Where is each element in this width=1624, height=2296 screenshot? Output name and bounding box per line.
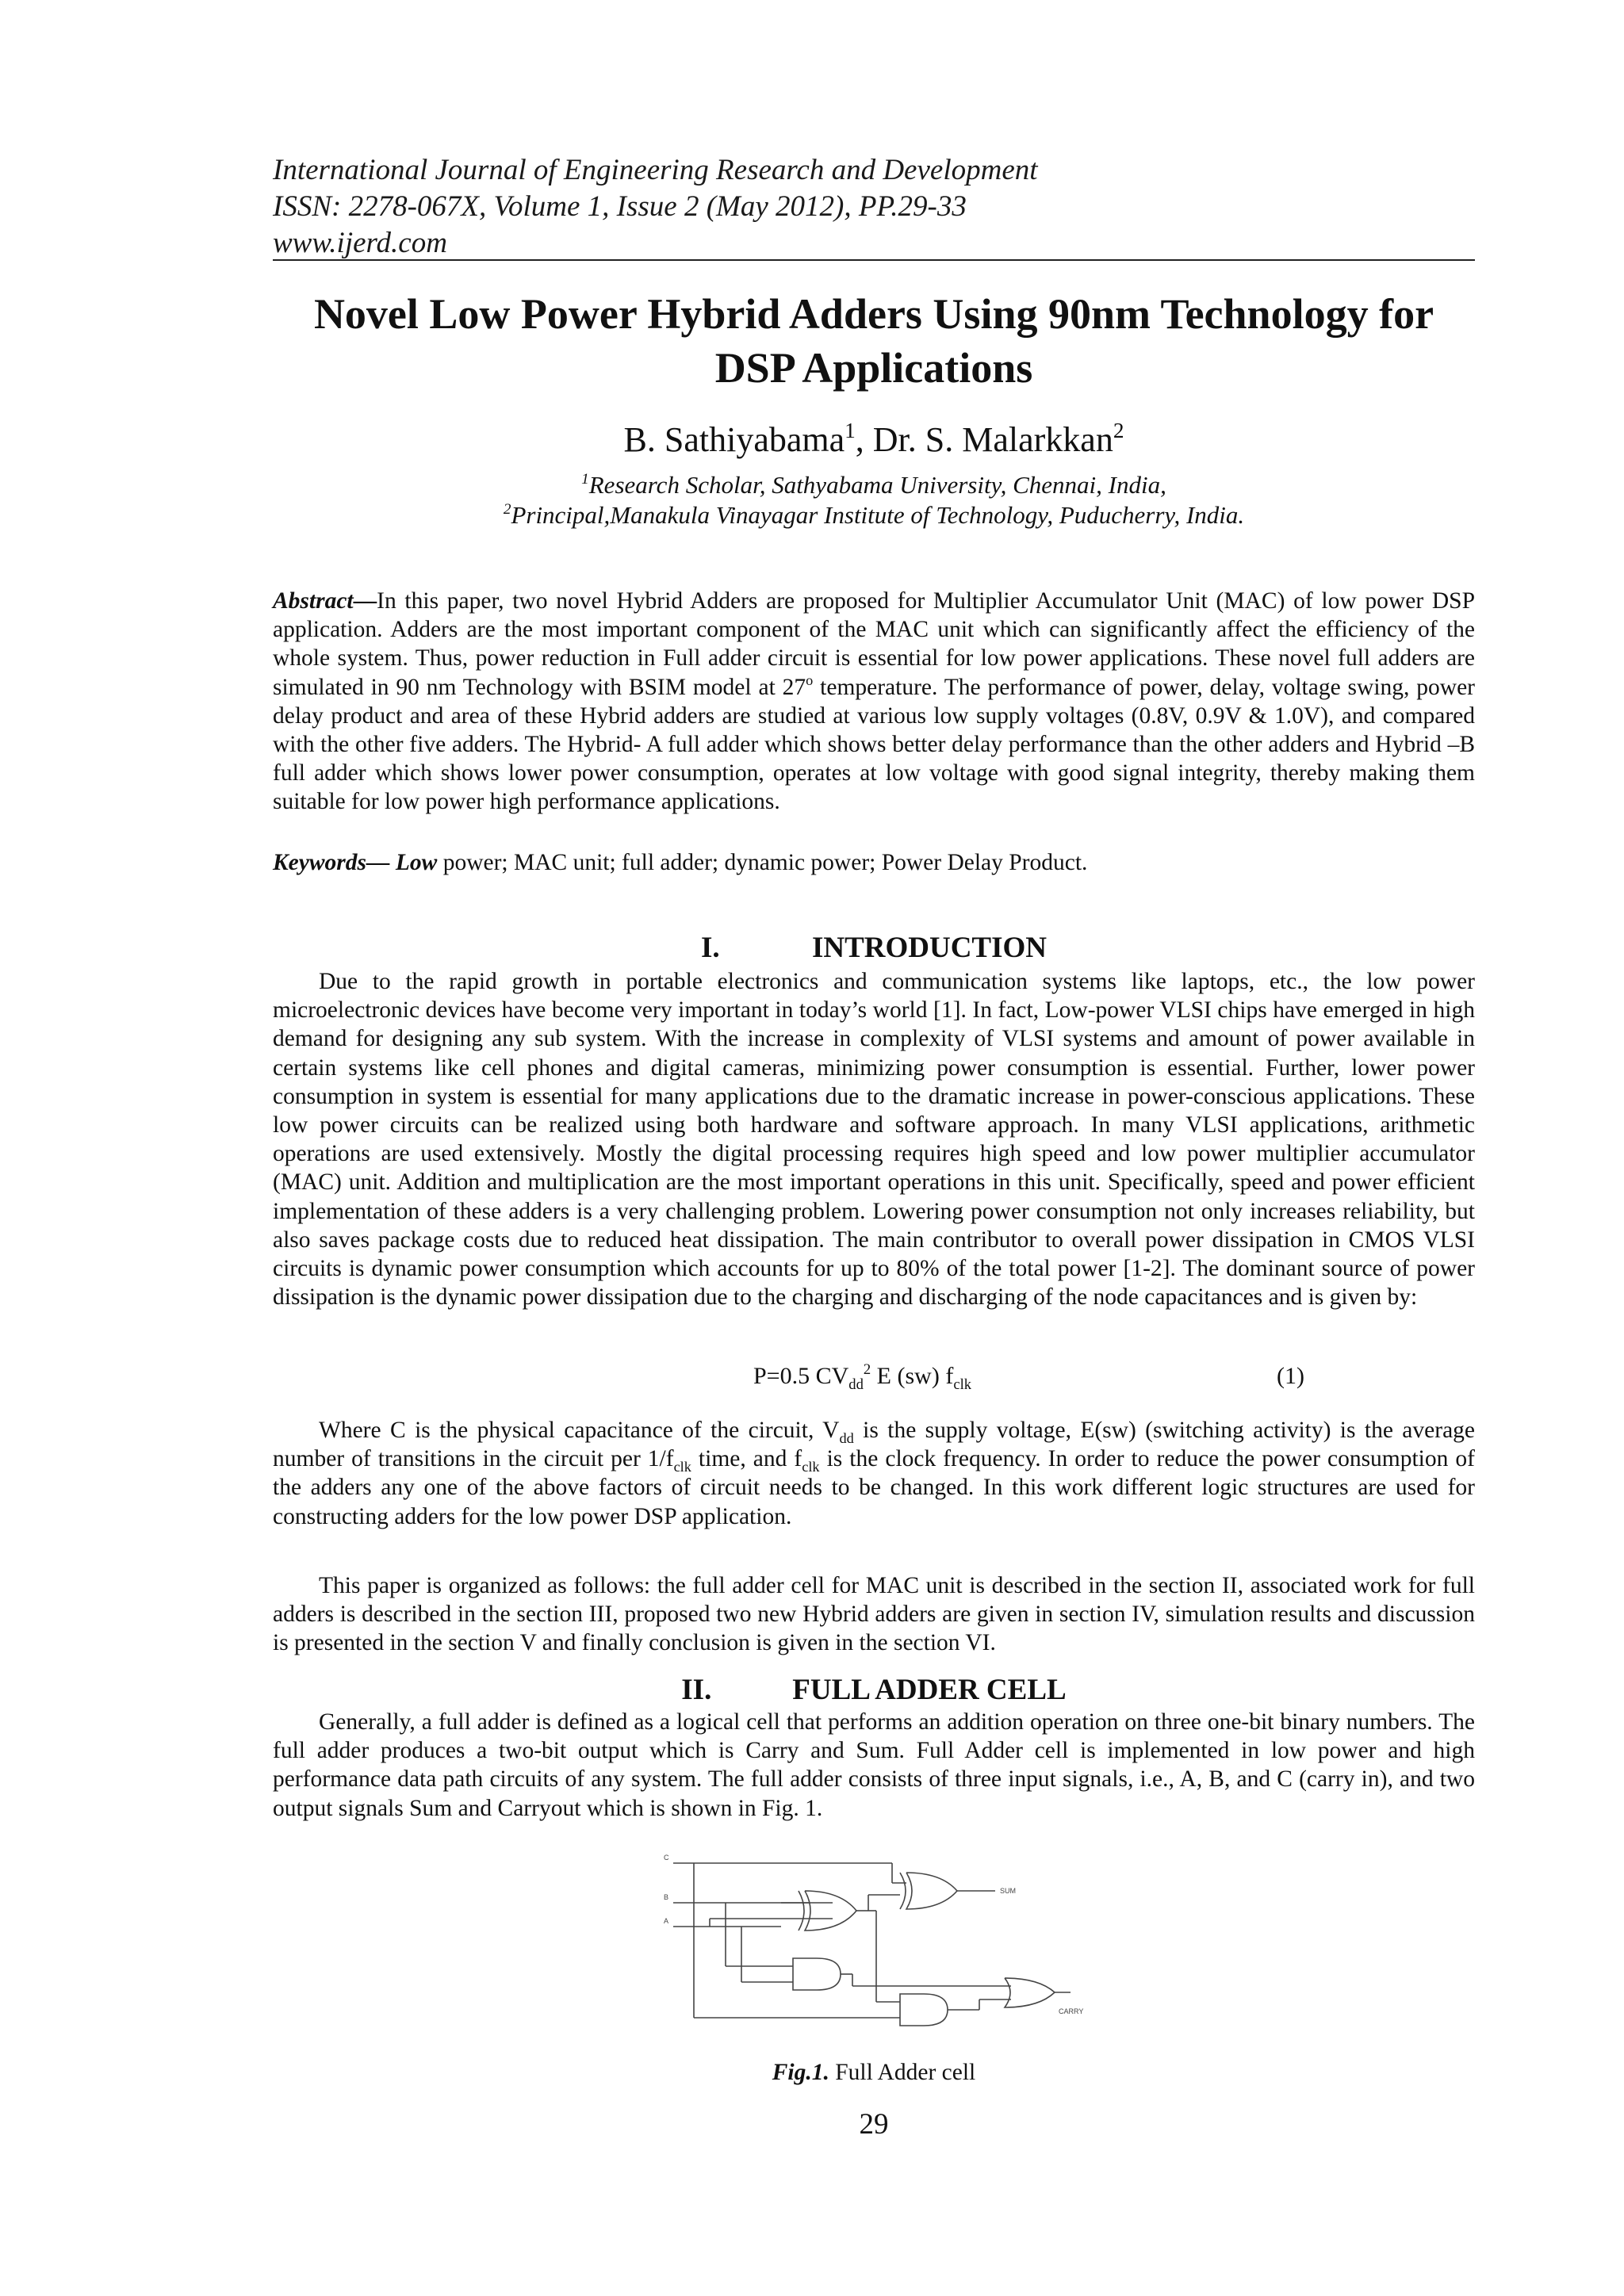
abstract-dash: — xyxy=(353,588,377,614)
label-c: C xyxy=(664,1854,669,1862)
authors xyxy=(273,419,1475,461)
full-adder-circuit-diagram xyxy=(662,1847,1130,2045)
p2-sub-clk-2: clk xyxy=(802,1459,820,1475)
affiliation-2 xyxy=(273,499,1475,531)
equation-lhs: P=0.5 CV xyxy=(753,1363,849,1389)
p2-text-1: Where C is the physical capacitance of the circuit, V xyxy=(319,1418,840,1443)
title-line-1: Novel Low Power Hybrid Adders Using 90nm Technology for xyxy=(313,290,1434,338)
abstract xyxy=(273,587,1475,817)
affiliation-1 xyxy=(273,469,1475,501)
journal-name: International Journal of Engineering Research and Development xyxy=(273,154,1038,186)
equation-sub-dd: dd xyxy=(848,1376,864,1393)
author-1-affiliation-mark: 1 xyxy=(845,418,856,442)
author-2-affiliation-mark: 2 xyxy=(1113,418,1124,442)
intro-paragraph-2 xyxy=(273,1416,1475,1531)
keywords-text: power; MAC unit; full adder; dynamic power; Power Delay Product. xyxy=(437,850,1088,875)
figure-caption xyxy=(273,2058,1475,2087)
section-1-heading xyxy=(273,931,1475,966)
paper-title xyxy=(273,287,1475,395)
intro-paragraph-3: This paper is organized as follows: the full adder cell for MAC unit is described in the section II, associated work for full adders is described in the section III, proposed two new Hybrid adders are given in section IV, simulation results and discussion is presented in the section V and finally conclusion is given in the section VI. xyxy=(273,1573,1475,1656)
or-gate xyxy=(1005,1978,1055,2007)
section-2-heading xyxy=(273,1673,1475,1708)
xor-gate-1 xyxy=(799,1891,856,1931)
equation-sup-2: 2 xyxy=(863,1361,871,1379)
p2-text-3: time, and f xyxy=(691,1446,802,1472)
full-adder-paragraph: Generally, a full adder is defined as a logical cell that performs an addition operation on three one-bit binary numbers. The full adder produces a two-bit output which is Carry and Sum. Full Adder cell is implemented in low power and high performance data path circuits of any system. The full adder consists of three input signals, i.e., A, B, and C (carry in), and two output signals Sum and Carryout which is shown in Fig. 1. xyxy=(273,1709,1475,1821)
p2-sub-clk-1: clk xyxy=(673,1459,691,1475)
p2-text-2: is the supply voltage, E(sw) (switching activity) is the average number of transitions in the circuit per 1/f xyxy=(273,1418,1475,1472)
and-gate-1 xyxy=(793,1958,841,1990)
label-carry: CARRY xyxy=(1059,2007,1084,2015)
p2-text-4: is the clock frequency. In order to reduce the power consumption of the adders any one of the above factors of circuit needs to be changed. In this work different logic structures are used for constructing adders for the low power DSP application. xyxy=(273,1446,1475,1529)
equation-mid: E (sw) f xyxy=(871,1363,954,1389)
affiliation-1-mark: 1 xyxy=(581,470,589,488)
section-2-title: FULL ADDER CELL xyxy=(792,1674,1067,1706)
label-sum: SUM xyxy=(1000,1887,1016,1895)
abstract-text-2: temperature. The performance of power, delay, voltage swing, power delay product and area of these Hybrid adders are studied at various low supply voltages (0.8V, 0.9V & 1.0V), and compared with the other five adders. The Hybrid- A full adder which shows better delay performance than the other adders and Hybrid –B full adder which shows lower power consumption, operates at low voltage with good signal integrity, thereby making them suitable for low power high performance applications. xyxy=(273,674,1475,815)
affiliation-1-text: Research Scholar, Sathyabama University, Chennai, India, xyxy=(588,471,1166,499)
label-b: B xyxy=(664,1893,669,1901)
equation-sub-clk: clk xyxy=(953,1376,972,1393)
section-2-number: II. xyxy=(681,1674,712,1706)
abstract-label: Abstract xyxy=(273,588,354,614)
p2-sub-dd: dd xyxy=(839,1429,854,1446)
abstract-text-1: In this paper, two novel Hybrid Adders are proposed for Multiplier Accumulator Unit (MAC) of low power DSP application. Adders are the most important component of the MAC unit which can significantly affect the efficiency of the whole system. Thus, power reduction in Full adder circuit is essential for low power applications. These novel full adders are simulated in 90 nm Technology with BSIM model at 27 xyxy=(273,588,1475,700)
and-gate-2 xyxy=(900,1994,948,2026)
figure-caption-text: Full Adder cell xyxy=(829,2060,976,2085)
author-separator: , xyxy=(855,420,873,459)
intro-paragraph-1: Due to the rapid growth in portable electronics and communication systems like laptops, etc., the low power microelectronic devices have become very important in today’s world [1]. In fact, Low-power VLSI chips have emerged in high demand for designing any sub system. With the increase in complexity of VLSI systems and amount of power available in certain systems like cell phones and digital cameras, minimizing power consumption is essential. Further, lower power consumption in system is essential for many applications due to the dramatic increase in power-conscious applications. These low power circuits can be realized using both hardware and software approach. In many VLSI applications, arithmetic operations are used extensively. Mostly the digital processing requires high speed and low power multiplier accumulator (MAC) unit. Addition and multiplication are the most important operations in this unit. Specifically, speed and power efficient implementation of these adders is a very challenging problem. Lowering power consumption not only increases reliability, but also saves package costs due to reduced heat dissipation. The main contributor to overall power dissipation in CMOS VLSI circuits is dynamic power consumption which accounts for up to 80% of the total power [1-2]. The dominant source of power dissipation is the dynamic power dissipation due to the charging and discharging of the node capacitances and is given by: xyxy=(273,969,1475,1311)
affiliation-2-mark: 2 xyxy=(503,500,511,518)
keywords-label: Keywords— Low xyxy=(273,850,438,875)
section-1-title: INTRODUCTION xyxy=(811,932,1048,964)
label-a: A xyxy=(664,1917,669,1925)
page-number: 29 xyxy=(859,2108,889,2141)
journal-issn: ISSN: 2278-067X, Volume 1, Issue 2 (May 2012), PP.29-33 xyxy=(273,190,967,223)
affiliation-2-text: Principal,Manakula Vinayagar Institute of Technology, Puducherry, India. xyxy=(511,501,1245,529)
abstract-degree-mark: o xyxy=(806,672,814,688)
section-1-number: I. xyxy=(700,932,720,964)
figure-caption-label: Fig.1. xyxy=(772,2060,829,2085)
equation-1-number: (1) xyxy=(1277,1363,1304,1389)
journal-website: www.ijerd.com xyxy=(273,227,447,259)
xor-gate-2 xyxy=(900,1873,957,1909)
keywords xyxy=(273,848,1475,877)
header-rule xyxy=(273,259,1475,261)
equation-1 xyxy=(753,1360,971,1392)
author-2: Dr. S. Malarkkan xyxy=(872,420,1113,459)
journal-header xyxy=(273,152,1462,262)
title-line-2: DSP Applications xyxy=(714,344,1033,392)
author-1: B. Sathiyabama xyxy=(623,420,845,459)
